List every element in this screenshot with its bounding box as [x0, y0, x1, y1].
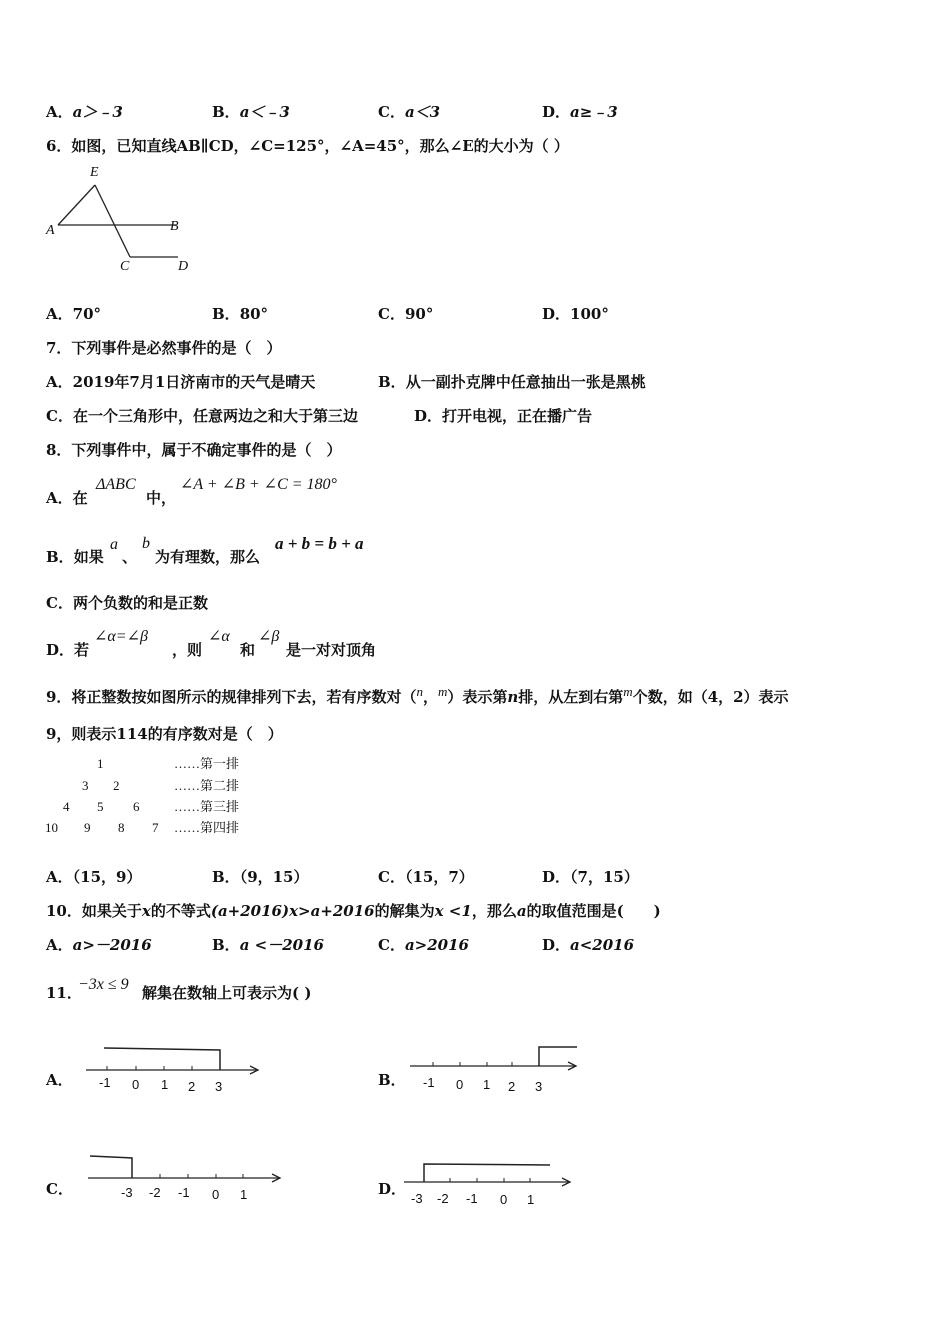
q6-label-d: D [178, 259, 189, 274]
q7-option-c[interactable]: C．在一个三角形中，任意两边之和大于第三边 [46, 407, 358, 425]
q6-option-b[interactable]: B．80° [212, 305, 269, 323]
q7-option-b[interactable]: B．从一副扑克牌中任意抽出一张是黑桃 [378, 373, 646, 391]
q11-inequality: −3x ≤ 9 [78, 976, 129, 993]
q8-option-a-letter: A．在 [46, 489, 88, 507]
tick-label: 3 [535, 1079, 543, 1094]
q8-triangle-abc: ΔABC [96, 476, 136, 493]
q6-segment-ae [58, 185, 95, 225]
q9-row-label: ……第四排 [174, 820, 240, 835]
q8-angle-equal-expr: ∠α=∠β [94, 628, 148, 645]
tick-label: 2 [188, 1079, 196, 1094]
q6-label-a: A [46, 223, 55, 238]
q11-option-a-number-line[interactable] [86, 1040, 266, 1080]
q10-option-c[interactable]: C．a>2016 [378, 936, 469, 954]
tick-label: -3 [121, 1185, 133, 1200]
q8-sep: 、 [122, 548, 138, 566]
tick-label: 0 [132, 1077, 140, 1092]
q9-option-d[interactable]: D．（7，15） [542, 868, 639, 886]
q8-var-b: b [142, 535, 150, 552]
q9-stem-line1: 9．将正整数按如图所示的规律排列下去，若有序数对（n，m）表示第n排，从左到右第m个数，如（4，2）表示 [46, 684, 789, 706]
q9-row-label: ……第二排 [174, 778, 240, 793]
q5-option-b[interactable]: B．a＜﹣3 [212, 103, 290, 121]
tick-label: 1 [527, 1192, 535, 1207]
tick-label: 1 [240, 1187, 248, 1202]
q11-option-a-letter[interactable]: A． [46, 1071, 73, 1089]
q9-num: 6 [133, 799, 140, 814]
tick-label: 0 [500, 1192, 508, 1207]
tick-label: -1 [423, 1075, 435, 1090]
q8-angle-sum-expr: ∠A + ∠B + ∠C = 180° [180, 476, 337, 493]
q8-option-d-letter: D．若 [46, 641, 90, 659]
tick-label: -1 [466, 1191, 478, 1206]
q8-angle-beta: ∠β [258, 628, 280, 645]
q9-num: 7 [152, 820, 159, 835]
q8-angle-alpha: ∠α [208, 628, 230, 645]
q6-option-c[interactable]: C．90° [378, 305, 434, 323]
tick-label: -1 [99, 1075, 111, 1090]
q8-stem: 8．下列事件中，属于不确定事件的是（ ） [46, 441, 342, 459]
q11-option-b-number-line[interactable] [410, 1040, 585, 1080]
q9-option-b[interactable]: B．（9，15） [212, 868, 309, 886]
q9-num: 3 [82, 778, 89, 793]
q9-num: 9 [84, 820, 91, 835]
q6-segment-ec [95, 185, 130, 257]
q8-option-c[interactable]: C．两个负数的和是正数 [46, 594, 208, 612]
q11-number: 11． [46, 984, 82, 1002]
q11-option-c-letter[interactable]: C． [46, 1180, 73, 1198]
tick-label: -3 [411, 1191, 423, 1206]
q9-num: 10 [45, 820, 58, 835]
q7-stem: 7．下列事件是必然事件的是（ ） [46, 339, 282, 357]
q9-option-a[interactable]: A．（15，9） [46, 868, 142, 886]
tick-label: 2 [508, 1079, 516, 1094]
q8-option-b-letter: B．如果 [46, 548, 104, 566]
q9-option-c[interactable]: C．（15，7） [378, 868, 474, 886]
q11-option-b-letter[interactable]: B． [378, 1071, 406, 1089]
q8-option-d-mid1: ，则 [172, 641, 203, 659]
q8-option-a-mid: 中， [146, 489, 177, 507]
q11-stem: 解集在数轴上可表示为( ) [142, 984, 312, 1002]
q9-row-label: ……第三排 [174, 799, 240, 814]
tick-label: -1 [178, 1185, 190, 1200]
q9-stem-line2: 9，则表示114的有序数对是（ ） [46, 725, 283, 743]
q7-option-d[interactable]: D．打开电视，正在播广告 [414, 407, 593, 425]
q11-option-d-letter[interactable]: D． [378, 1180, 407, 1198]
tick-label: 0 [456, 1077, 464, 1092]
q11-option-d-number-line[interactable] [404, 1150, 579, 1190]
q8-option-b-mid: 为有理数，那么 [155, 548, 261, 566]
q6-option-a[interactable]: A．70° [46, 305, 102, 323]
q7-option-a[interactable]: A．2019年7月1日济南市的天气是晴天 [46, 373, 316, 391]
q8-commutative-expr: a + b = b + a [275, 534, 364, 553]
solution-bracket [104, 1048, 220, 1070]
q9-num: 1 [97, 756, 104, 771]
q6-label-b: B [170, 219, 179, 234]
solution-bracket [424, 1164, 550, 1182]
q9-num: 2 [113, 778, 120, 793]
q6-option-d[interactable]: D．100° [542, 305, 609, 323]
q9-row-label: ……第一排 [174, 756, 240, 771]
q5-option-c[interactable]: C．a＜3 [378, 103, 441, 121]
q5-option-a[interactable]: A．a＞﹣3 [46, 103, 123, 121]
q6-label-e: E [90, 165, 99, 180]
tick-label: -2 [437, 1191, 449, 1206]
q8-var-a: a [110, 536, 118, 553]
q9-num: 4 [63, 799, 70, 814]
solution-bracket [90, 1156, 132, 1178]
tick-label: 0 [212, 1187, 220, 1202]
q10-option-d[interactable]: D．a<2016 [542, 936, 635, 954]
tick-label: 1 [483, 1077, 491, 1092]
q6-label-c: C [120, 259, 130, 274]
q10-stem: 10．如果关于x的不等式(a+2016)x>a+2016的解集为x <1，那么a的取值范围是( ) [46, 902, 661, 920]
tick-label: -2 [149, 1185, 161, 1200]
q6-stem: 6．如图，已知直线AB∥CD，∠C=125°，∠A=45°，那么∠E的大小为（ ） [46, 137, 569, 155]
q9-num: 8 [118, 820, 125, 835]
q5-option-d[interactable]: D．a≥﹣3 [542, 103, 618, 121]
q8-option-d-mid2: 和 [240, 641, 256, 659]
tick-label: 3 [215, 1079, 223, 1094]
q10-option-b[interactable]: B．a <－2016 [212, 936, 324, 954]
q9-num: 5 [97, 799, 104, 814]
q10-option-a[interactable]: A．a>－2016 [46, 936, 152, 954]
q8-option-d-post: 是一对对顶角 [286, 641, 377, 659]
tick-label: 1 [161, 1077, 169, 1092]
